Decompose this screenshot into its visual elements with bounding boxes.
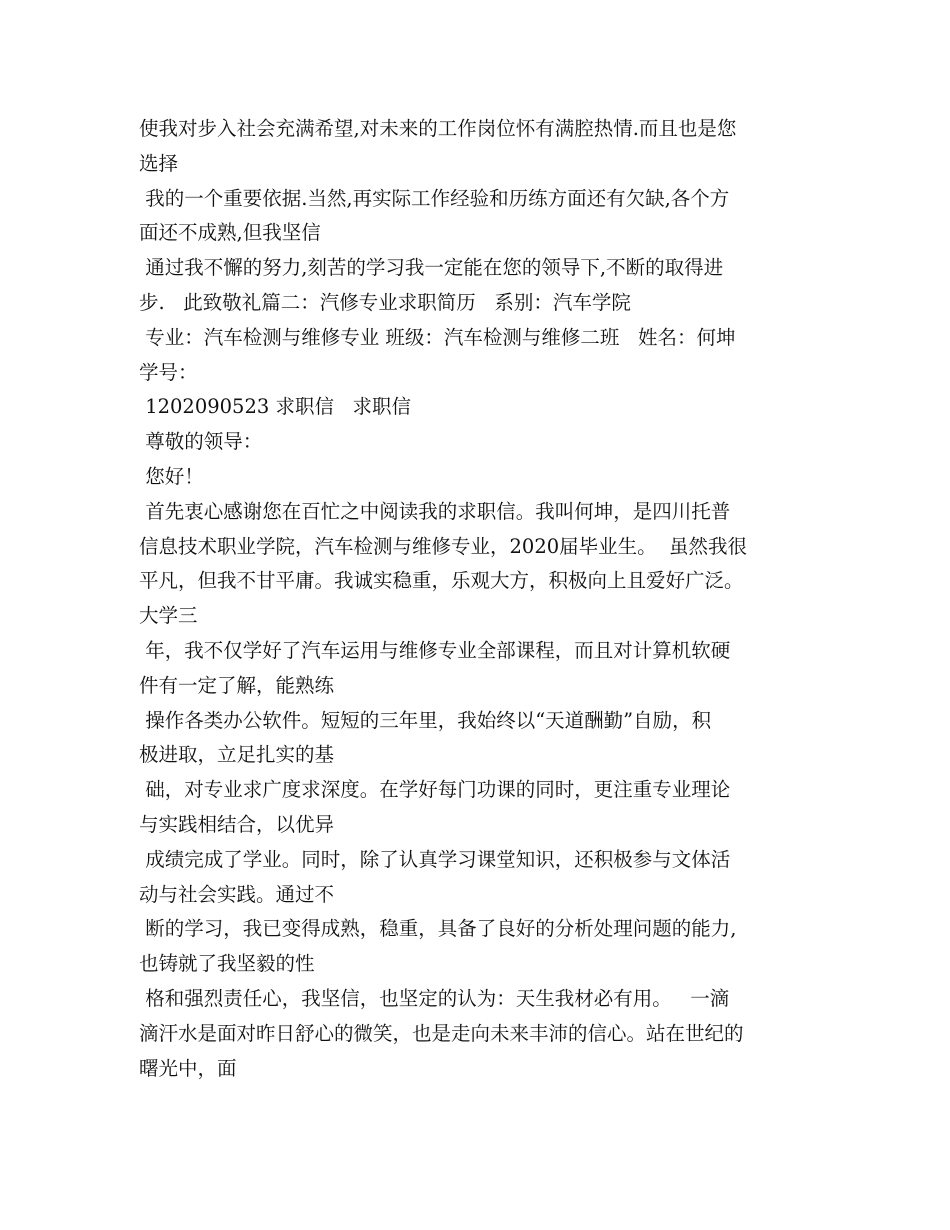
text-line: 曙光中，面 bbox=[139, 1056, 237, 1080]
text-line: 大学三 bbox=[139, 604, 198, 628]
text-line: 极进取，立足扎实的基 bbox=[139, 743, 335, 767]
text-line: 动与社会实践。通过不 bbox=[139, 882, 335, 906]
document-body bbox=[139, 112, 819, 1086]
text-line: 操作各类办公软件。短短的三年里，我始终以“天道酬勤”自励，积 bbox=[139, 708, 712, 732]
text-line: 信息技术职业学院，汽车检测与维修专业，2020届毕业生。 虽然我很 bbox=[139, 534, 748, 558]
text-line: 尊敬的领导： bbox=[139, 430, 263, 454]
text-line: 面还不成熟,但我坚信 bbox=[139, 221, 321, 245]
text-line: 也铸就了我坚毅的性 bbox=[139, 952, 315, 976]
text-line: 首先衷心感谢您在百忙之中阅读我的求职信。我叫何坤，是四川托普 bbox=[139, 499, 731, 523]
text-line: 1202090523 求职信 求职信 bbox=[139, 395, 412, 419]
text-line: 础，对专业求广度求深度。在学好每门功课的同时，更注重专业理论 bbox=[139, 778, 731, 802]
text-line: 格和强烈责任心，我坚信，也坚定的认为：天生我材必有用。 一滴 bbox=[139, 986, 730, 1010]
text-line: 学号： bbox=[139, 360, 198, 384]
text-line: 滴汗水是面对昨日舒心的微笑，也是走向未来丰沛的信心。站在世纪的 bbox=[139, 1021, 744, 1045]
text-line: 我的一个重要依据.当然,再实际工作经验和历练方面还有欠缺,各个方 bbox=[139, 186, 730, 210]
text-line: 件有一定了解，能熟练 bbox=[139, 673, 335, 697]
text-line: 步. 此致敬礼篇二：汽修专业求职简历 系别：汽车学院 bbox=[139, 290, 631, 314]
text-line: 年，我不仅学好了汽车运用与维修专业全部课程，而且对计算机软硬 bbox=[139, 638, 731, 662]
text-line: 选择 bbox=[139, 151, 179, 175]
text-line: 专业：汽车检测与维修专业 班级：汽车检测与维修二班 姓名：何坤 bbox=[139, 325, 736, 349]
text-line: 通过我不懈的努力,刻苦的学习我一定能在您的领导下,不断的取得进 bbox=[139, 256, 724, 280]
text-line: 平凡，但我不甘平庸。我诚实稳重，乐观大方，积极向上且爱好广泛。 bbox=[139, 569, 744, 593]
text-line: 使我对步入社会充满希望,对未来的工作岗位怀有满腔热情.而且也是您 bbox=[139, 117, 737, 140]
text-line: 断的学习，我已变得成熟，稳重，具备了良好的分析处理问题的能力, bbox=[139, 917, 737, 941]
text-line: 与实践相结合，以优异 bbox=[139, 812, 335, 836]
text-line: 成绩完成了学业。同时，除了认真学习课堂知识，还积极参与文体活 bbox=[139, 847, 731, 871]
text-line: 您好！ bbox=[139, 464, 204, 488]
